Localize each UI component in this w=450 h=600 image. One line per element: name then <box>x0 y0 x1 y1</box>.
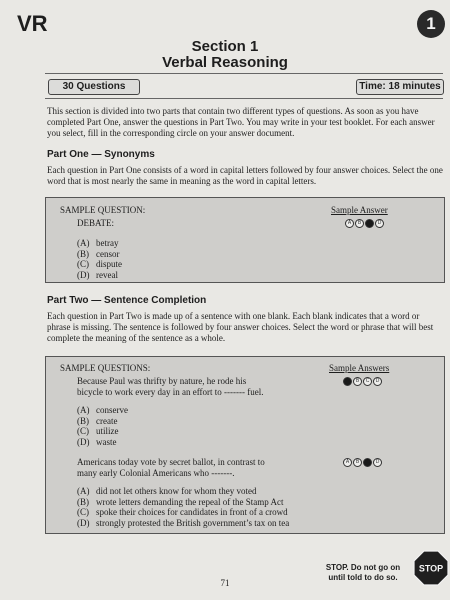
question-2-answer-bubbles <box>343 458 382 467</box>
questions-count-label: 30 Questions <box>48 79 140 95</box>
answer-bubble: A <box>343 458 352 467</box>
answer-choice: (A) conserve <box>77 405 128 415</box>
question-1-line-2: bicycle to work every day in an effort to ------- fuel. <box>77 387 264 397</box>
section-subtitle: Verbal Reasoning <box>162 54 288 71</box>
answer-bubble: B <box>353 377 362 386</box>
answer-choice: (B) create <box>77 415 118 426</box>
sample-word: DEBATE: <box>77 218 114 228</box>
answer-bubble: B <box>353 458 362 467</box>
answer-bubble: D <box>375 219 384 228</box>
answer-bubble: B <box>355 219 364 228</box>
part-one-heading: Part One — Synonyms <box>47 149 155 160</box>
section-title: Section 1 <box>191 38 259 55</box>
answer-choice: (C) dispute <box>77 259 122 269</box>
answer-bubble: D <box>373 458 382 467</box>
sample-questions-label: SAMPLE QUESTIONS: <box>60 363 151 373</box>
synonym-sample-box <box>45 197 445 283</box>
answer-choice: (C) spoke their choices for candidates in front of a crowd <box>77 507 288 517</box>
intro-paragraph: This section is divided into two parts that contain two different types of questions. As soon as you have completed Part One, answer the questions in Part Two. You may write in your test booklet. For each answer you select, fill in the corresponding circle on your answer document. <box>47 106 435 138</box>
question-1-answer-bubbles <box>343 377 382 386</box>
answer-choice: (A) did not let others know for whom they voted <box>77 486 257 496</box>
sample-answer-bubbles <box>345 219 384 228</box>
question-2-choice-list <box>77 486 289 528</box>
answer-bubble-filled: A <box>343 377 352 386</box>
time-limit-label: Time: 18 minutes <box>356 79 444 95</box>
sample-answers-label: Sample Answers <box>329 363 390 373</box>
sample-answer-label: Sample Answer <box>331 205 388 215</box>
answer-choice: (D) waste <box>77 436 117 447</box>
sentence-completion-sample-box <box>45 356 445 534</box>
top-divider <box>45 73 443 74</box>
answer-bubble: C <box>363 377 372 386</box>
sample-question-label: SAMPLE QUESTION: <box>60 205 146 215</box>
section-code: VR <box>17 11 48 36</box>
part-one-instructions: Each question in Part One consists of a word in capital letters followed by four answer choices. Select the one word that is most nearly the same in meaning as the word in capital letters. <box>47 165 443 186</box>
page-number: 71 <box>220 578 230 588</box>
section-number-badge: 1 <box>417 10 445 38</box>
stop-sign-icon <box>413 550 449 586</box>
answer-choice: (B) censor <box>77 248 120 259</box>
answer-choice: (A) betray <box>77 238 119 248</box>
stop-instruction: STOP. Do not go on until told to do so. <box>325 563 401 582</box>
question-1-choice-list <box>77 405 128 447</box>
answer-choice: (D) reveal <box>77 269 118 280</box>
part-two-instructions: Each question in Part Two is made up of a sentence with one blank. Each blank indicates that a word or phrase is missing. The sentence is followed by four answer choices. Select the word or phrase that will best complete the meaning of the sentence as a whole. <box>47 311 434 343</box>
question-2-line-2: many early Colonial Americans who -------. <box>77 468 235 478</box>
bottom-divider <box>45 98 443 99</box>
answer-bubble: A <box>345 219 354 228</box>
question-2-line-1: Americans today vote by secret ballot, in contrast to <box>77 457 265 467</box>
stop-sign-label: STOP <box>418 563 444 574</box>
answer-bubble: D <box>373 377 382 386</box>
answer-choice: (B) wrote letters demanding the repeal of the Stamp Act <box>77 496 284 507</box>
answer-bubble-filled: C <box>363 458 372 467</box>
answer-bubble-filled: C <box>365 219 374 228</box>
answer-choice: (D) strongly protested the British government’s tax on tea <box>77 517 290 528</box>
answer-choice: (C) utilize <box>77 426 119 436</box>
question-1-line-1: Because Paul was thrifty by nature, he rode his <box>77 376 247 386</box>
answer-choice-list <box>77 238 122 280</box>
part-two-heading: Part Two — Sentence Completion <box>47 295 207 306</box>
